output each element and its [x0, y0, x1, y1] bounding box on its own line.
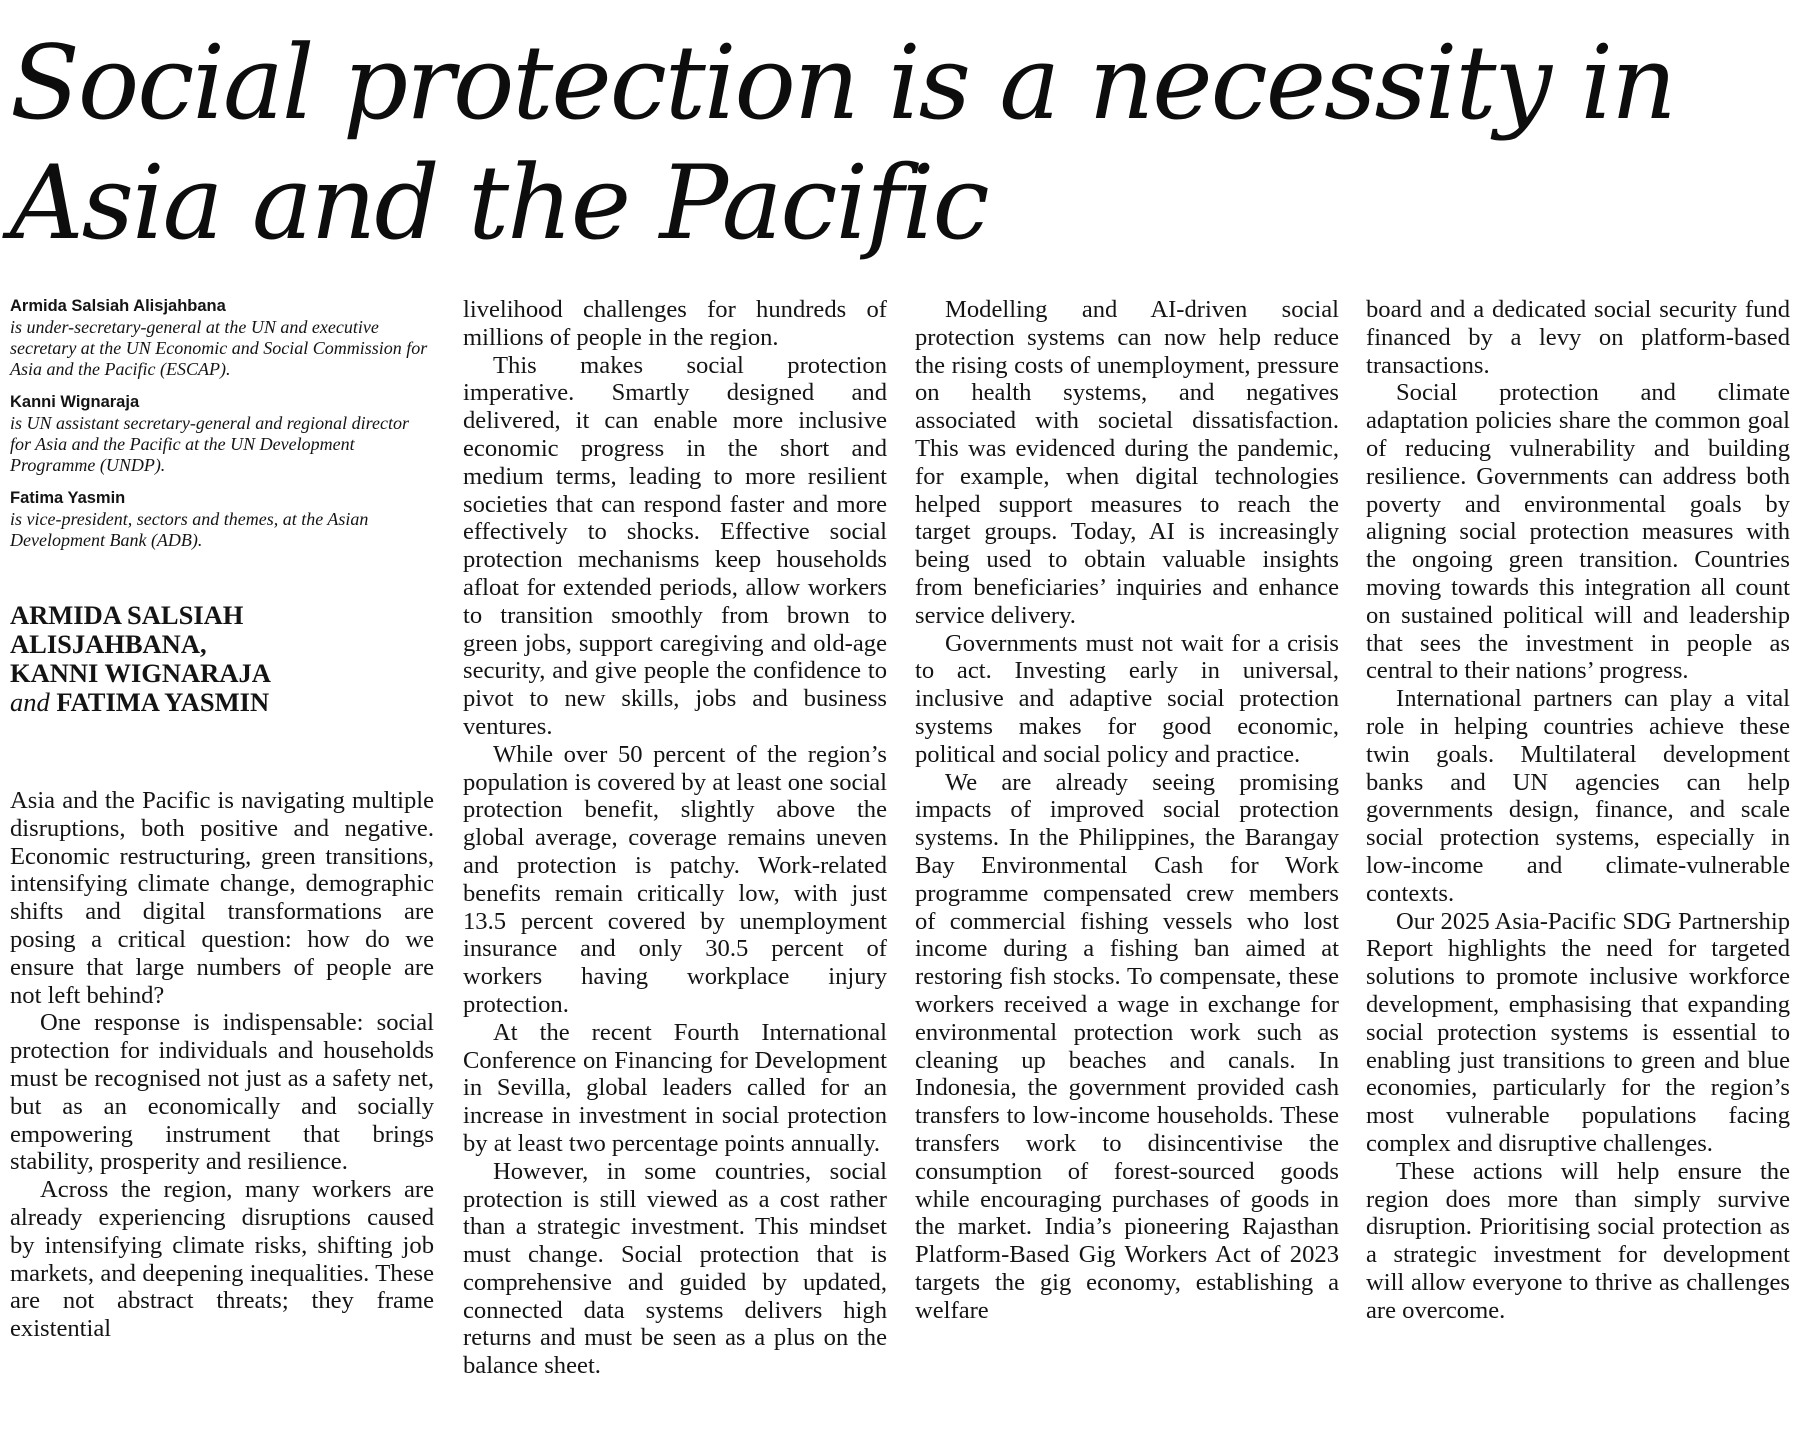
paragraph: This makes social protection imperative. Smartly designed and delivered, it can enable more inclusive economic progress in the short and medium terms, leading to more resilient societies that can respond faster and more effectively to shocks. Effective social protection mechanisms keep households afloat for extended periods, allow workers to transition smoothly from brown to green jobs, support caregiving and old-age security, and give people the confidence to pivot to new skills, jobs and business ventures.: [463, 351, 887, 740]
paragraph: One response is indispensable: social protection for individuals and households must be recognised not just as a safety net, but as an economically and socially empowering instrument that brings stability, prosperity and resilience.: [10, 1009, 434, 1176]
paragraph: Across the region, many workers are already experiencing disruptions caused by intensifying climate risks, shifting job markets, and deepening inequalities. These are not abstract threats; they frame existential: [10, 1176, 434, 1343]
article-column-3: [915, 296, 1339, 1324]
byline: [10, 601, 434, 717]
column-1-body: [10, 787, 434, 1343]
byline-line: ARMIDA SALSIAH: [10, 600, 244, 630]
author-bio-description: is UN assistant secretary-general and regional director for Asia and the Pacific at the UN Development Programme (UNDP).: [10, 413, 409, 475]
paragraph: Social protection and climate adaptation policies share the common goal of reducing vulnerability and building resilience. Governments can address both poverty and environmental goals by aligning social protection measures with the ongoing green transition. Countries moving towards this integration all count on sustained political will and leadership that sees the investment in people as central to their nations’ progress.: [1366, 379, 1790, 685]
paragraph: livelihood challenges for hundreds of millions of people in the region.: [463, 296, 887, 351]
author-bio-name: Kanni Wignaraja: [10, 393, 140, 411]
article-column-2: [463, 296, 887, 1380]
paragraph: While over 50 percent of the region’s population is covered by at least one social protection benefit, slightly above the global average, coverage remains uneven and protection is patchy. Work-related benefits remain critically low, with just 13.5 percent covered by unemployment insurance and only 30.5 percent of workers having workplace injury protection.: [463, 740, 887, 1018]
byline-and: and: [10, 687, 50, 717]
paragraph: board and a dedicated social security fund financed by a levy on platform-based transactions.: [1366, 296, 1790, 379]
paragraph: These actions will help ensure the region does more than simply survive disruption. Prioritising social protection as a strategic investment for development will allow everyone to thrive as challenges are overcome.: [1366, 1157, 1790, 1324]
paragraph: At the recent Fourth International Conference on Financing for Development in Sevilla, global leaders called for an increase in investment in social protection by at least two percentage points annually.: [463, 1018, 887, 1157]
article-column-4: [1366, 296, 1790, 1324]
author-bio-name: Armida Salsiah Alisjahbana: [10, 297, 226, 315]
paragraph: Modelling and AI-driven social protection systems can now help reduce the rising costs of unemployment, pressure on health systems, and negatives associated with societal dissatisfaction. This was evidenced during the pandemic, for example, when digital technologies helped support measures to reach the target groups. Today, AI is increasingly being used to obtain valuable insights from beneficiaries’ inquiries and enhance service delivery.: [915, 296, 1339, 629]
byline-line: KANNI WIGNARAJA: [10, 658, 271, 688]
paragraph: International partners can play a vital role in helping countries achieve these twin goals. Multilateral development banks and UN agencies can help governments design, finance, and scale social protection systems, especially in low-income and climate-vulnerable contexts.: [1366, 685, 1790, 907]
paragraph: However, in some countries, social protection is still viewed as a cost rather than a strategic investment. This mindset must change. Social protection that is comprehensive and guided by updated, connected data systems delivers high returns and must be seen as a plus on the balance sheet.: [463, 1157, 887, 1380]
article-column-1: [10, 296, 434, 1343]
paragraph: Governments must not wait for a crisis to act. Investing early in universal, inclusive and adaptive social protection systems makes for good economic, political and social policy and practice.: [915, 629, 1339, 768]
author-bio-name: Fatima Yasmin: [10, 489, 126, 507]
byline-line: FATIMA YASMIN: [56, 687, 270, 717]
paragraph: Asia and the Pacific is navigating multiple disruptions, both positive and negative. Economic restructuring, green transitions, intensifying climate change, demographic shifts and digital transformations are posing a critical question: how do we ensure that large numbers of people are not left behind?: [10, 787, 434, 1009]
author-bio-2: [10, 392, 434, 476]
paragraph: We are already seeing promising impacts of improved social protection systems. In the Philippines, the Barangay Bay Environmental Cash for Work programme compensated crew members of commercial fishing vessels who lost income during a fishing ban aimed at restoring fish stocks. To compensate, these workers received a wage in exchange for environmental protection work such as cleaning up beaches and canals. In Indonesia, the government provided cash transfers to low-income households. These transfers work to disincentivise the consumption of forest-sourced goods while encouraging purchases of goods in the market. India’s pioneering Rajasthan Platform-Based Gig Workers Act of 2023 targets the gig economy, establishing a welfare: [915, 768, 1339, 1324]
author-bio-description: is vice-president, sectors and themes, at the Asian Development Bank (ADB).: [10, 509, 369, 550]
author-bio-description: is under-secretary-general at the UN and executive secretary at the UN Economic and Social Commission for Asia and the Pacific (ESCAP).: [10, 317, 428, 379]
byline-line: ALISJAHBANA,: [10, 629, 207, 659]
paragraph: Our 2025 Asia-Pacific SDG Partnership Report highlights the need for targeted solutions to promote inclusive workforce development, emphasising that expanding social protection systems is essential to enabling just transitions to green and blue economies, particularly for the region’s most vulnerable populations facing complex and disruptive challenges.: [1366, 907, 1790, 1157]
article-headline: Social protection is a necessity in Asia and the Pacific: [10, 24, 1675, 263]
author-bio-3: [10, 488, 434, 551]
author-bio-1: [10, 296, 434, 380]
